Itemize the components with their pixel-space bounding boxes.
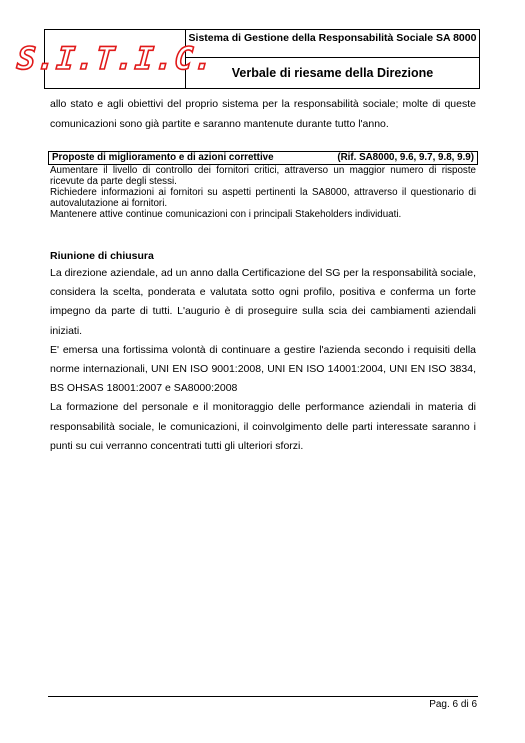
- closing-paragraph: E' emersa una fortissima volontà di continuare a gestire l'azienda secondo i requisiti della norme internazionali, UNI EN ISO 9001:2008, UNI EN ISO 14001:2004, UNI EN ISO 3834, BS OHSAS 18001:2007 e SA8000:2008: [50, 343, 476, 395]
- page-number: Pag. 6 di 6: [429, 699, 477, 710]
- logo-cell: [15, 30, 215, 88]
- section-item: Richiedere informazioni ai fornitori su aspetti pertinenti la SA8000, attraverso il questionario di autovalutazione ai fornitori.: [50, 187, 476, 209]
- closing-heading: Riunione di chiusura: [50, 250, 154, 262]
- document-header: [15, 29, 480, 89]
- section-reference: (Rif. SA8000, 9.6, 9.7, 9.8, 9.9): [337, 152, 474, 163]
- section-title: Proposte di miglioramento e di azioni correttive: [52, 152, 274, 163]
- section-item: Aumentare il livello di controllo dei fornitori critici, attraverso un maggior numero di risposte ricevute da parte degli stessi.: [50, 165, 476, 187]
- company-logo: S.I.T.I.C.: [15, 41, 215, 77]
- system-title: Sistema di Gestione della Responsabilità Sociale SA 8000: [186, 30, 479, 58]
- closing-paragraph: La direzione aziendale, ad un anno dalla Certificazione del SG per la responsabilità sociale, considera la scelta, ponderata e valutata sotto ogni profilo, positiva e conferma un forte impegno da parte di tutti. L'augurio è di proseguire sulla scia dei cambiamenti aziendali iniziati.: [50, 267, 476, 337]
- intro-paragraph: allo stato e agli obiettivi del proprio sistema per la responsabilità sociale; molte di queste comunicazioni sono già partite e saranno mantenute durante tutto l'anno.: [50, 98, 476, 130]
- document-title: Verbale di riesame della Direzione: [231, 66, 434, 80]
- closing-paragraph: La formazione del personale e il monitoraggio delle performance aziendali in materia di responsabilità sociale, le comunicazioni, il coinvolgimento delle parti interessate saranno i punti su cui verranno concentrati tutti gli ulteriori sforzi.: [50, 401, 476, 452]
- section-title-bar: [48, 151, 478, 165]
- closing-body: [50, 264, 476, 456]
- footer-divider: [48, 696, 478, 697]
- section-item: Mantenere attive continue comunicazioni con i principali Stakeholders individuati.: [50, 209, 402, 220]
- section-body: [50, 165, 476, 220]
